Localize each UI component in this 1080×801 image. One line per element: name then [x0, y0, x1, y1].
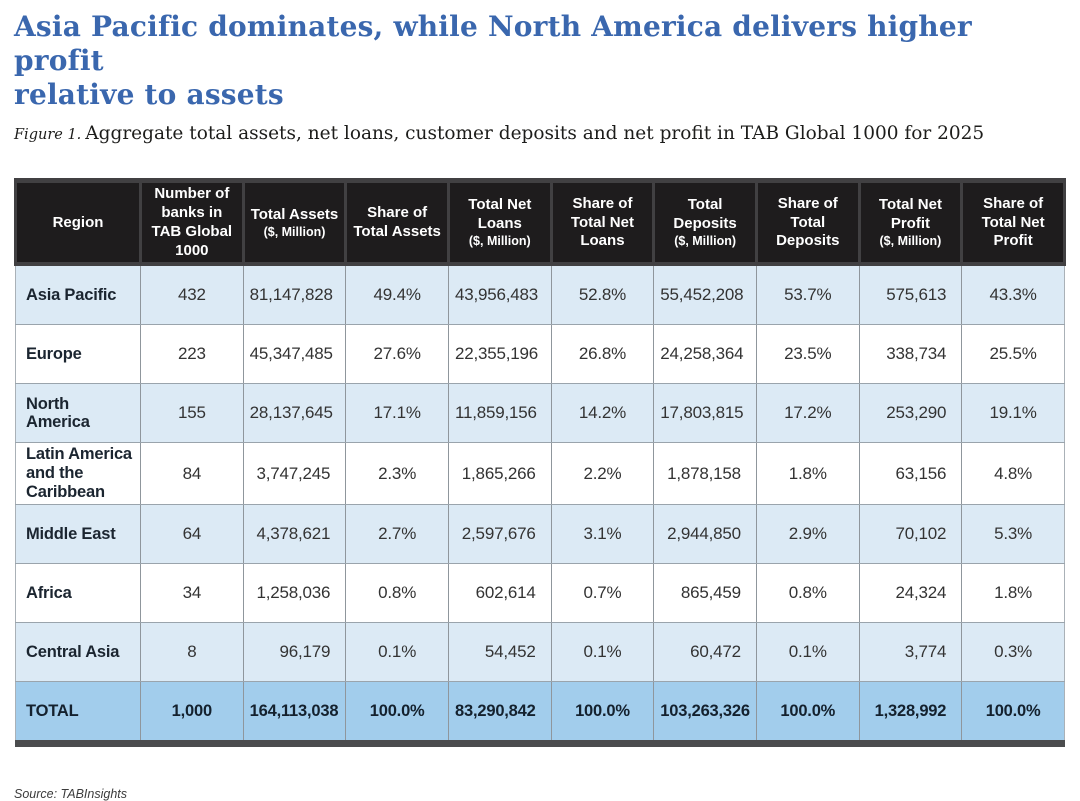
num-banks-cell: 34 [141, 564, 244, 623]
share-assets-cell: 100.0% [346, 682, 449, 744]
col-header-total-assets: Total Assets ($, Million) [243, 181, 346, 265]
share-assets-cell: 49.4% [346, 264, 449, 325]
num-banks-cell: 1,000 [141, 682, 244, 744]
region-cell: TOTAL [16, 682, 141, 744]
deposits-cell: 24,258,364 [654, 325, 757, 384]
num-banks-cell: 84 [141, 443, 244, 505]
total-assets-cell: 81,147,828 [243, 264, 346, 325]
net-profit-cell: 1,328,992 [859, 682, 962, 744]
net-loans-cell: 11,859,156 [448, 384, 551, 443]
share-net-profit-cell: 19.1% [962, 384, 1065, 443]
col-header-net-loans: Total Net Loans ($, Million) [448, 181, 551, 265]
share-net-loans-cell: 0.1% [551, 623, 654, 682]
share-assets-cell: 2.3% [346, 443, 449, 505]
share-deposits-cell: 100.0% [756, 682, 859, 744]
num-banks-cell: 432 [141, 264, 244, 325]
net-profit-cell: 575,613 [859, 264, 962, 325]
share-net-loans-cell: 0.7% [551, 564, 654, 623]
net-loans-cell: 83,290,842 [448, 682, 551, 744]
share-net-loans-cell: 3.1% [551, 505, 654, 564]
total-assets-cell: 164,113,038 [243, 682, 346, 744]
col-header-share-assets: Share of Total Assets [346, 181, 449, 265]
num-banks-cell: 223 [141, 325, 244, 384]
share-net-loans-cell: 26.8% [551, 325, 654, 384]
share-deposits-cell: 0.8% [756, 564, 859, 623]
col-header-share-net-profit: Share of Total Net Profit [962, 181, 1065, 265]
table-header-row [16, 181, 1065, 265]
col-header-deposits: Total Deposits ($, Million) [654, 181, 757, 265]
share-net-loans-cell: 100.0% [551, 682, 654, 744]
share-net-profit-cell: 1.8% [962, 564, 1065, 623]
region-cell: Asia Pacific [16, 264, 141, 325]
share-net-profit-cell: 4.8% [962, 443, 1065, 505]
net-profit-cell: 253,290 [859, 384, 962, 443]
table-row-europe [16, 325, 1065, 384]
share-deposits-cell: 0.1% [756, 623, 859, 682]
total-assets-cell: 4,378,621 [243, 505, 346, 564]
table-row-total [16, 682, 1065, 744]
source-note: Source: TABInsights [14, 787, 128, 801]
report-page [0, 10, 1080, 801]
share-assets-cell: 2.7% [346, 505, 449, 564]
net-loans-cell: 43,956,483 [448, 264, 551, 325]
figure-label: Figure 1. [14, 127, 82, 144]
col-header-share-deposits: Share of Total Deposits [756, 181, 859, 265]
share-assets-cell: 0.8% [346, 564, 449, 623]
col-header-num-banks: Number of banks in TAB Global 1000 [141, 181, 244, 265]
share-net-profit-cell: 5.3% [962, 505, 1065, 564]
table-row-latin-america [16, 443, 1065, 505]
region-cell: Africa [16, 564, 141, 623]
table-row-middle-east [16, 505, 1065, 564]
num-banks-cell: 155 [141, 384, 244, 443]
deposits-cell: 17,803,815 [654, 384, 757, 443]
share-net-loans-cell: 52.8% [551, 264, 654, 325]
figure-caption [14, 123, 1066, 144]
share-deposits-cell: 2.9% [756, 505, 859, 564]
share-deposits-cell: 1.8% [756, 443, 859, 505]
table-body [16, 264, 1065, 743]
share-deposits-cell: 17.2% [756, 384, 859, 443]
total-assets-cell: 45,347,485 [243, 325, 346, 384]
total-assets-cell: 96,179 [243, 623, 346, 682]
net-profit-cell: 63,156 [859, 443, 962, 505]
title-line-2: relative to assets [14, 78, 284, 112]
deposits-cell: 865,459 [654, 564, 757, 623]
share-assets-cell: 0.1% [346, 623, 449, 682]
total-assets-cell: 28,137,645 [243, 384, 346, 443]
net-profit-cell: 338,734 [859, 325, 962, 384]
share-net-profit-cell: 25.5% [962, 325, 1065, 384]
col-header-share-net-loans: Share of Total Net Loans [551, 181, 654, 265]
table-row-africa [16, 564, 1065, 623]
page-title [14, 10, 1066, 112]
share-assets-cell: 27.6% [346, 325, 449, 384]
region-cell: North America [16, 384, 141, 443]
deposits-cell: 2,944,850 [654, 505, 757, 564]
region-cell: Middle East [16, 505, 141, 564]
deposits-cell: 55,452,208 [654, 264, 757, 325]
table-row-north-america [16, 384, 1065, 443]
num-banks-cell: 64 [141, 505, 244, 564]
num-banks-cell: 8 [141, 623, 244, 682]
share-net-loans-cell: 2.2% [551, 443, 654, 505]
net-loans-cell: 22,355,196 [448, 325, 551, 384]
figure-caption-text: Aggregate total assets, net loans, customer deposits and net profit in TAB Global 1000 for 2025 [85, 123, 985, 145]
table-header [16, 181, 1065, 265]
deposits-cell: 60,472 [654, 623, 757, 682]
total-assets-cell: 1,258,036 [243, 564, 346, 623]
region-cell: Central Asia [16, 623, 141, 682]
table-row-asia-pacific [16, 264, 1065, 325]
net-loans-cell: 2,597,676 [448, 505, 551, 564]
net-profit-cell: 24,324 [859, 564, 962, 623]
title-line-1: Asia Pacific dominates, while North America delivers higher profit [14, 10, 972, 78]
net-profit-cell: 70,102 [859, 505, 962, 564]
data-table-wrapper [14, 178, 1066, 747]
net-loans-cell: 602,614 [448, 564, 551, 623]
deposits-cell: 1,878,158 [654, 443, 757, 505]
col-header-region: Region [16, 181, 141, 265]
region-cell: Europe [16, 325, 141, 384]
net-loans-cell: 1,865,266 [448, 443, 551, 505]
deposits-cell: 103,263,326 [654, 682, 757, 744]
total-assets-cell: 3,747,245 [243, 443, 346, 505]
share-net-profit-cell: 0.3% [962, 623, 1065, 682]
region-cell: Latin America and the Caribbean [16, 443, 141, 505]
table-row-central-asia [16, 623, 1065, 682]
share-deposits-cell: 53.7% [756, 264, 859, 325]
share-deposits-cell: 23.5% [756, 325, 859, 384]
share-net-loans-cell: 14.2% [551, 384, 654, 443]
share-net-profit-cell: 100.0% [962, 682, 1065, 744]
regions-data-table [14, 178, 1066, 747]
share-assets-cell: 17.1% [346, 384, 449, 443]
share-net-profit-cell: 43.3% [962, 264, 1065, 325]
net-profit-cell: 3,774 [859, 623, 962, 682]
col-header-net-profit: Total Net Profit ($, Million) [859, 181, 962, 265]
net-loans-cell: 54,452 [448, 623, 551, 682]
